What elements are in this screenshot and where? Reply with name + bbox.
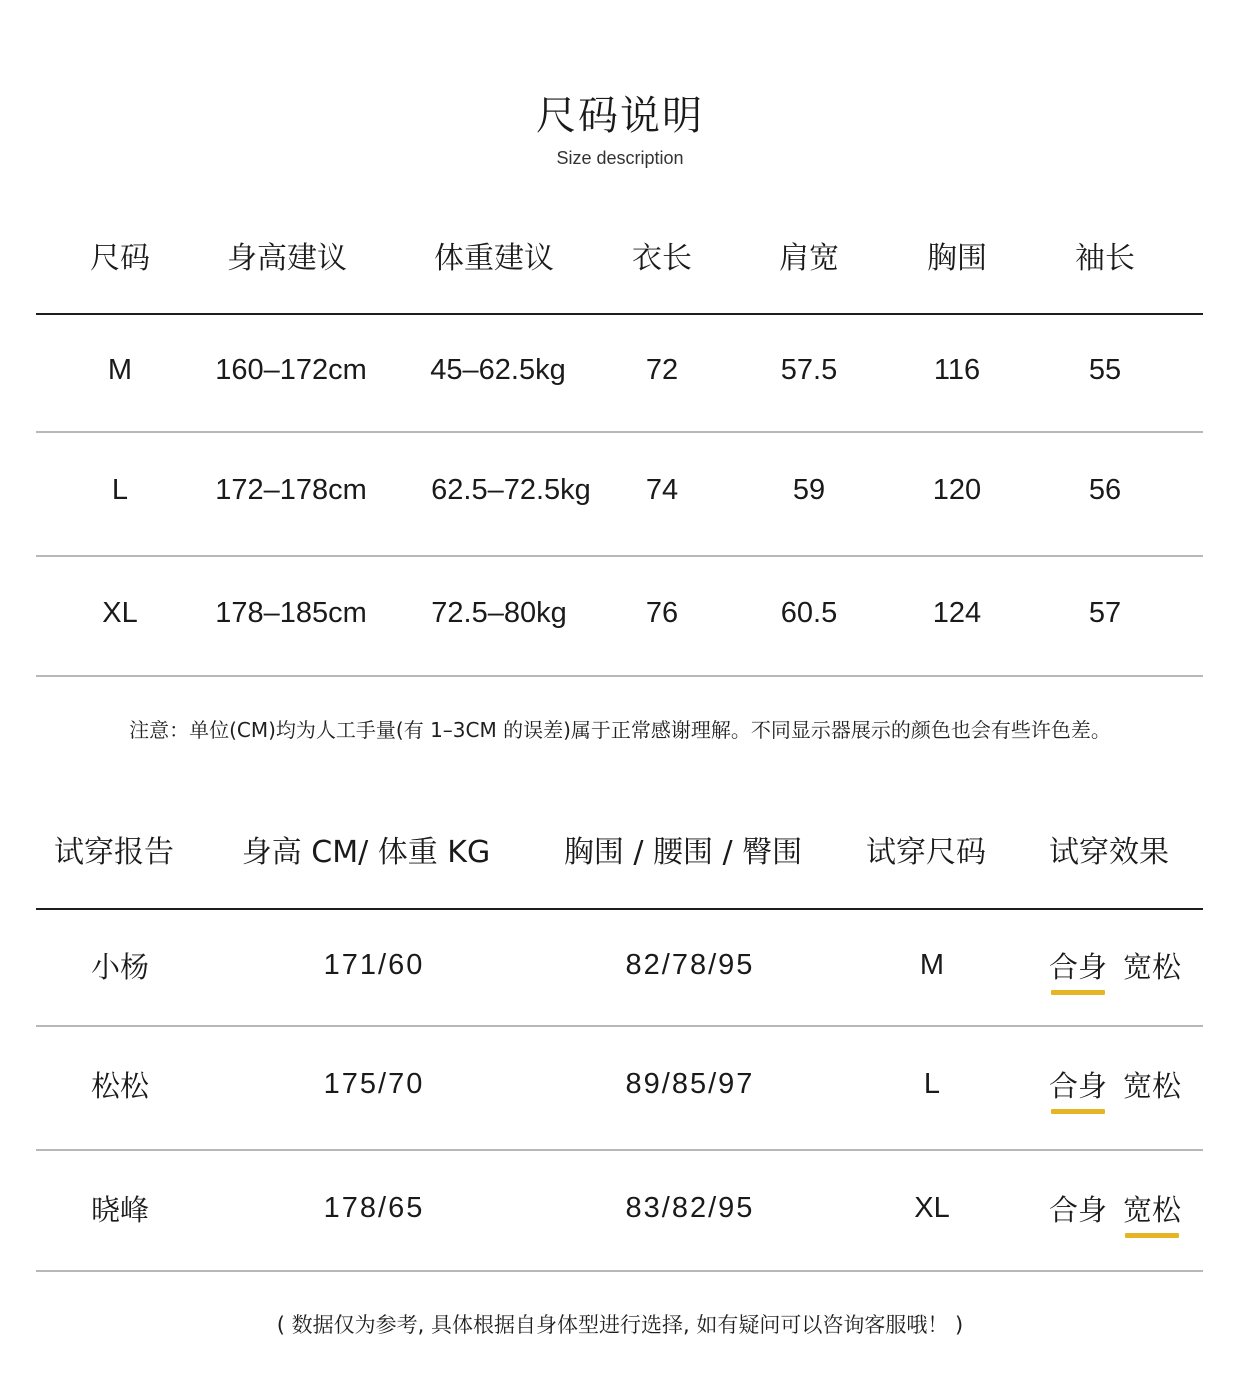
- cell-height-weight: 171/60: [323, 948, 425, 981]
- cell-fit-size: L: [923, 1067, 941, 1100]
- cell-chest: 120: [932, 473, 982, 506]
- table-row: [36, 1173, 1203, 1243]
- header-height-advice: 身高建议: [227, 241, 347, 276]
- header-measurements: 胸围 / 腰围 / 臀围: [563, 835, 803, 870]
- cell-chest: 124: [932, 596, 982, 629]
- measurement-note: 注意：单位(CM)均为人工手量(有 1–3CM 的误差)属于正常感谢理解。不同显示器展示的颜色也会有些许色差。: [129, 718, 1111, 742]
- cell-measurements: 82/78/95: [625, 948, 755, 981]
- cell-fit-size: M: [919, 948, 945, 981]
- row-divider: [36, 675, 1203, 677]
- cell-shoulder: 59: [792, 473, 826, 506]
- table-row: [36, 578, 1203, 648]
- header-rule: [36, 908, 1203, 910]
- row-divider: [36, 1270, 1203, 1272]
- row-divider: [36, 555, 1203, 557]
- header-chest: 胸围: [927, 241, 987, 276]
- cell-weight: 45–62.5kg: [430, 353, 566, 386]
- cell-sleeve: 55: [1088, 353, 1122, 386]
- cell-height-weight: 178/65: [323, 1191, 425, 1224]
- fit-option-loose: 宽松: [1123, 951, 1182, 984]
- cell-height: 160–172cm: [215, 353, 367, 386]
- cell-fit-size: XL: [914, 1191, 950, 1224]
- fit-option-fitted: 合身: [1049, 945, 1107, 986]
- row-divider: [36, 1025, 1203, 1027]
- table-row: [36, 930, 1203, 1000]
- cell-length: 76: [645, 596, 679, 629]
- cell-measurements: 89/85/97: [625, 1067, 755, 1100]
- header-length: 衣长: [632, 241, 692, 276]
- fit-effect: [1049, 1173, 1181, 1243]
- header-sleeve: 袖长: [1075, 241, 1135, 276]
- row-divider: [36, 1149, 1203, 1151]
- header-fit-report: 试穿报告: [54, 835, 174, 870]
- cell-shoulder: 60.5: [780, 596, 838, 629]
- fit-effect: [1049, 1049, 1181, 1119]
- page-title: 尺码说明: [536, 93, 704, 139]
- cell-size: L: [111, 473, 129, 506]
- cell-chest: 116: [933, 353, 981, 386]
- footer-note: ( 数据仅为参考, 具体根据自身体型进行选择, 如有疑问可以咨询客服哦！ ): [276, 1313, 964, 1337]
- page-subtitle: Size description: [556, 148, 684, 168]
- cell-height: 172–178cm: [215, 473, 367, 506]
- fit-table-header: [36, 814, 1203, 884]
- cell-height: 178–185cm: [215, 596, 367, 629]
- fit-option-fitted: 合身: [1048, 1194, 1107, 1227]
- cell-name: 晓峰: [90, 1194, 150, 1227]
- cell-sleeve: 57: [1088, 596, 1122, 629]
- fit-option-loose: 宽松: [1123, 1188, 1181, 1229]
- cell-size: M: [107, 353, 133, 386]
- header-fit-effect: 试穿效果: [1049, 835, 1169, 870]
- header-shoulder: 肩宽: [779, 241, 839, 276]
- cell-name: 松松: [90, 1070, 150, 1103]
- cell-weight: 62.5–72.5kg: [431, 473, 591, 506]
- size-table-header: [36, 220, 1203, 290]
- header-rule: [36, 313, 1203, 315]
- header-height-weight: 身高 CM/ 体重 KG: [241, 835, 491, 870]
- cell-size: XL: [102, 596, 138, 629]
- row-divider: [36, 431, 1203, 433]
- cell-name: 小杨: [90, 951, 150, 984]
- cell-length: 74: [645, 473, 679, 506]
- fit-option-loose: 宽松: [1123, 1070, 1182, 1103]
- header-weight-advice: 体重建议: [434, 241, 554, 276]
- fit-effect: [1049, 930, 1181, 1000]
- fit-option-fitted: 合身: [1049, 1064, 1107, 1105]
- header-size: 尺码: [90, 241, 150, 276]
- table-row: [36, 1049, 1203, 1119]
- cell-sleeve: 56: [1088, 473, 1122, 506]
- table-row: [36, 455, 1203, 525]
- header-fit-size: 试穿尺码: [866, 835, 986, 870]
- cell-measurements: 83/82/95: [625, 1191, 755, 1224]
- cell-weight: 72.5–80kg: [431, 596, 567, 629]
- cell-shoulder: 57.5: [780, 353, 838, 386]
- cell-height-weight: 175/70: [323, 1067, 425, 1100]
- cell-length: 72: [645, 353, 679, 386]
- table-row: [36, 335, 1203, 405]
